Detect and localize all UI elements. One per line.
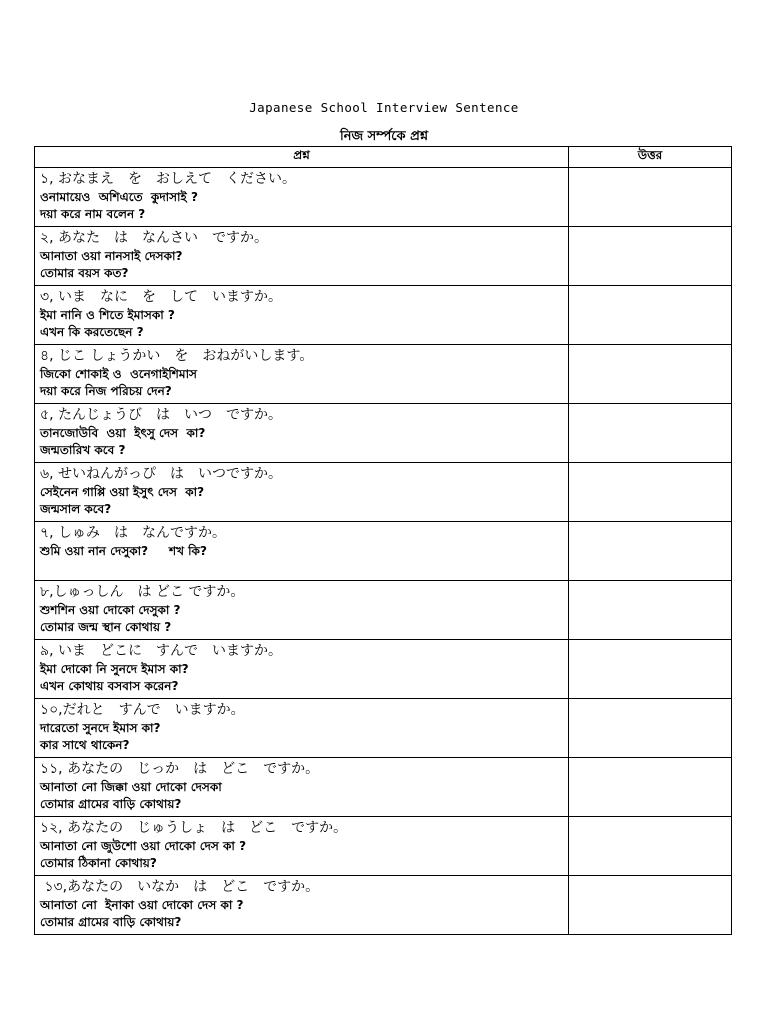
table-row: [35, 522, 732, 581]
question-cell: [35, 345, 569, 404]
japanese-question-text: ৭, しゅみ は なんですか。: [40, 525, 227, 541]
japanese-question-text: ৩, いま なに を して いますか。: [40, 289, 283, 305]
japanese-question-text: ৫, たんじょうび は いつ ですか。: [40, 407, 282, 423]
answer-cell[interactable]: [569, 522, 732, 581]
bengali-meaning-text: দয়া করে নিজ পরিচয় দেন?: [40, 384, 172, 398]
bengali-meaning-text: এখন কোথায় বসবাস করেন?: [40, 679, 179, 693]
answer-cell[interactable]: [569, 640, 732, 699]
question-cell: [35, 581, 569, 640]
table-row: [35, 404, 732, 463]
question-cell: [35, 168, 569, 227]
answer-cell[interactable]: [569, 758, 732, 817]
japanese-question-text: ৬, せいねんがっぴ は いつですか。: [40, 466, 283, 482]
japanese-question-text: ৮,しゅっしん は どこ ですか。: [40, 584, 245, 600]
bengali-pronunciation-text: ইমা নানি ও শিতে ইমাসকা ?: [40, 308, 175, 322]
answer-column-header: উত্তর: [569, 147, 732, 168]
question-cell: [35, 817, 569, 876]
question-cell: [35, 640, 569, 699]
bengali-meaning-text: কার সাথে থাকেন?: [40, 738, 130, 752]
answer-cell[interactable]: [569, 699, 732, 758]
table-row: [35, 345, 732, 404]
japanese-question-text: ১০,だれと すんで いますか。: [40, 702, 245, 718]
table-row: [35, 227, 732, 286]
bengali-pronunciation-text: দারেতো সুনদে ইমাস কা?: [40, 721, 161, 735]
question-cell: [35, 463, 569, 522]
table-body: [35, 168, 732, 935]
bengali-pronunciation-text: আনাতা নো ইনাকা ওয়া দোকো দেস কা ?: [40, 898, 244, 912]
japanese-question-text: ১৩,あなたの いなか は どこ ですか。: [40, 879, 320, 895]
question-cell: [35, 876, 569, 935]
japanese-question-text: ১১, あなたの じっか は どこ ですか。: [40, 761, 320, 777]
bengali-pronunciation-text: আনাতা নো জিক্কা ওয়া দোকো দেসকা: [40, 780, 222, 794]
bengali-meaning-text: দয়া করে নাম বলেন ?: [40, 207, 146, 221]
answer-cell[interactable]: [569, 876, 732, 935]
question-column-header: প্রশ্ন: [35, 147, 569, 168]
bengali-pronunciation-text: তানজোউবি ওয়া ইৎসু দেস কা?: [40, 426, 206, 440]
bengali-meaning-text: জন্মসাল কবে?: [40, 502, 112, 516]
bengali-meaning-text: তোমার বয়স কত?: [40, 266, 129, 280]
japanese-question-text: ১, おなまえ を おしえて ください。: [40, 171, 296, 187]
question-cell: [35, 404, 569, 463]
bengali-pronunciation-text: জিকো শোকাই ও ওনেগাইশিমাস: [40, 367, 197, 381]
bengali-meaning-text: এখন কি করতেছেন ?: [40, 325, 144, 339]
question-cell: [35, 758, 569, 817]
question-cell: [35, 286, 569, 345]
bengali-pronunciation-text: ইমা দোকো নি সুনদে ইমাস কা?: [40, 662, 189, 676]
answer-cell[interactable]: [569, 168, 732, 227]
japanese-question-text: ৯, いま どこに すんで いますか。: [40, 643, 282, 659]
bengali-pronunciation-text: আনাতা ওয়া নানসাই দেসকা?: [40, 249, 183, 263]
bengali-pronunciation-text: শুমি ওয়া নান দেসুকা? শখ কি?: [40, 544, 207, 558]
answer-cell[interactable]: [569, 817, 732, 876]
section-subtitle: নিজ সর্ম্পকে প্রশ্ন: [339, 129, 428, 144]
question-cell: [35, 699, 569, 758]
bengali-meaning-text: জন্মতারিখ কবে ?: [40, 443, 126, 457]
answer-cell[interactable]: [569, 463, 732, 522]
bengali-pronunciation-text: শুশশিন ওয়া দোকো দেসুকা ?: [40, 603, 181, 617]
table-row: [35, 817, 732, 876]
table-row: [35, 640, 732, 699]
table-row: [35, 168, 732, 227]
table-row: [35, 581, 732, 640]
document-title: Japanese School Interview Sentence: [249, 100, 519, 115]
japanese-question-text: ৪, じこ しょうかい を おねがいします。: [40, 348, 314, 364]
bengali-meaning-text: তোমার জন্ম স্থান কোথায় ?: [40, 620, 172, 634]
bengali-pronunciation-text: ওনামায়েও অশিএতে কুদাসাই ?: [40, 190, 198, 204]
bengali-pronunciation-text: সেইনেন গাপ্পি ওয়া ইসুৎ দেস কা?: [40, 485, 205, 499]
answer-cell[interactable]: [569, 404, 732, 463]
question-cell: [35, 522, 569, 581]
table-row: [35, 699, 732, 758]
answer-cell[interactable]: [569, 345, 732, 404]
table-row: [35, 286, 732, 345]
bengali-meaning-text: তোমার গ্রামের বাড়ি কোথায়?: [40, 797, 182, 811]
japanese-question-text: ২, あなた は なんさい ですか。: [40, 230, 269, 246]
table-row: [35, 758, 732, 817]
answer-cell[interactable]: [569, 227, 732, 286]
table-row: [35, 876, 732, 935]
japanese-question-text: ১২, あなたの じゅうしょ は どこ ですか。: [40, 820, 348, 836]
bengali-pronunciation-text: আনাতা নো জুউশো ওয়া দোকো দেস কা ?: [40, 839, 247, 853]
table-header-row: [35, 147, 732, 168]
interview-question-table: [34, 146, 732, 935]
answer-cell[interactable]: [569, 581, 732, 640]
table-row: [35, 463, 732, 522]
question-cell: [35, 227, 569, 286]
answer-cell[interactable]: [569, 286, 732, 345]
bengali-meaning-text: তোমার ঠিকানা কোথায়?: [40, 856, 157, 870]
bengali-meaning-text: তোমার গ্রামের বাড়ি কোথায়?: [40, 915, 182, 929]
